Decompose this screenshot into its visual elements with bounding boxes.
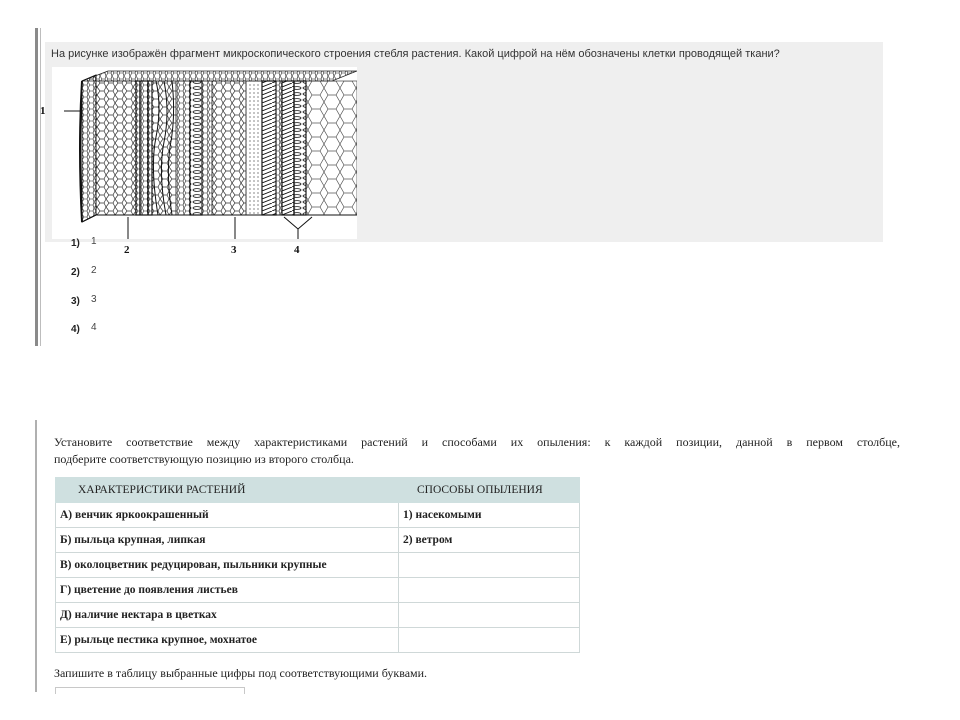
question-panel: [40, 42, 883, 256]
option-4[interactable]: [71, 324, 171, 344]
table-cell: 1) насекомыми: [399, 503, 580, 528]
table-cell: [399, 553, 580, 578]
header-characteristics: ХАРАКТЕРИСТИКИ РАСТЕНИЙ: [56, 478, 399, 503]
instruction-line-2: подберите соответствующую позицию из второго столбца.: [54, 452, 354, 466]
table-cell: Г) цветение до появления листьев: [56, 578, 399, 603]
option-number: 2): [71, 267, 80, 278]
task2-block: [35, 420, 903, 694]
footer-instruction: Запишите в таблицу выбранные цифры под соответствующими буквами.: [54, 666, 428, 680]
table-cell: [399, 603, 580, 628]
left-border: [35, 420, 37, 692]
left-border-inner: [40, 28, 41, 346]
table-cell: Б) пыльца крупная, липкая: [56, 528, 399, 553]
table-row: [56, 578, 580, 603]
option-value: 3: [91, 294, 97, 305]
table-cell: В) околоцветник редуцирован, пыльники крупные: [56, 553, 399, 578]
figure-label-1: 1: [40, 105, 46, 117]
option-number: 4): [71, 324, 80, 335]
figure-label-4: 4: [294, 244, 300, 256]
left-border: [35, 28, 38, 346]
option-value: 4: [91, 322, 97, 333]
option-1[interactable]: [71, 238, 171, 258]
instruction-line-1: Установите соответствие между характеристиками растений и способами их опыления: к каждой позиции, данной в первом столбце,: [54, 435, 900, 449]
header-pollination: СПОСОБЫ ОПЫЛЕНИЯ: [399, 478, 580, 503]
matching-table: [55, 477, 580, 653]
option-number: 3): [71, 296, 80, 307]
option-number: 1): [71, 238, 80, 249]
answer-table[interactable]: [55, 687, 245, 694]
figure-label-2: 2: [124, 244, 130, 256]
figure-label-3: 3: [231, 244, 237, 256]
table-cell: А) венчик яркоокрашенный: [56, 503, 399, 528]
option-2[interactable]: [71, 267, 171, 287]
table-cell: [399, 578, 580, 603]
table-row: [56, 603, 580, 628]
table-row: [56, 503, 580, 528]
option-value: 2: [91, 265, 97, 276]
table-cell: 2) ветром: [399, 528, 580, 553]
option-3[interactable]: [71, 296, 171, 316]
question-text: На рисунке изображён фрагмент микроскопического строения стебля растения. Какой цифрой на нём обозначены клетки проводящей ткани?: [51, 48, 780, 60]
table-row: [56, 553, 580, 578]
option-value: 1: [91, 236, 97, 247]
table-row: [56, 628, 580, 653]
task-instruction: [54, 434, 900, 468]
table-cell: Д) наличие нектара в цветках: [56, 603, 399, 628]
stem-cross-section-figure: [40, 67, 357, 256]
table-cell: [399, 628, 580, 653]
task1-block: [35, 28, 883, 346]
stem-drawing: [52, 67, 357, 239]
table-row: [56, 528, 580, 553]
table-header-row: [56, 478, 580, 503]
table-cell: Е) рыльце пестика крупное, мохнатое: [56, 628, 399, 653]
